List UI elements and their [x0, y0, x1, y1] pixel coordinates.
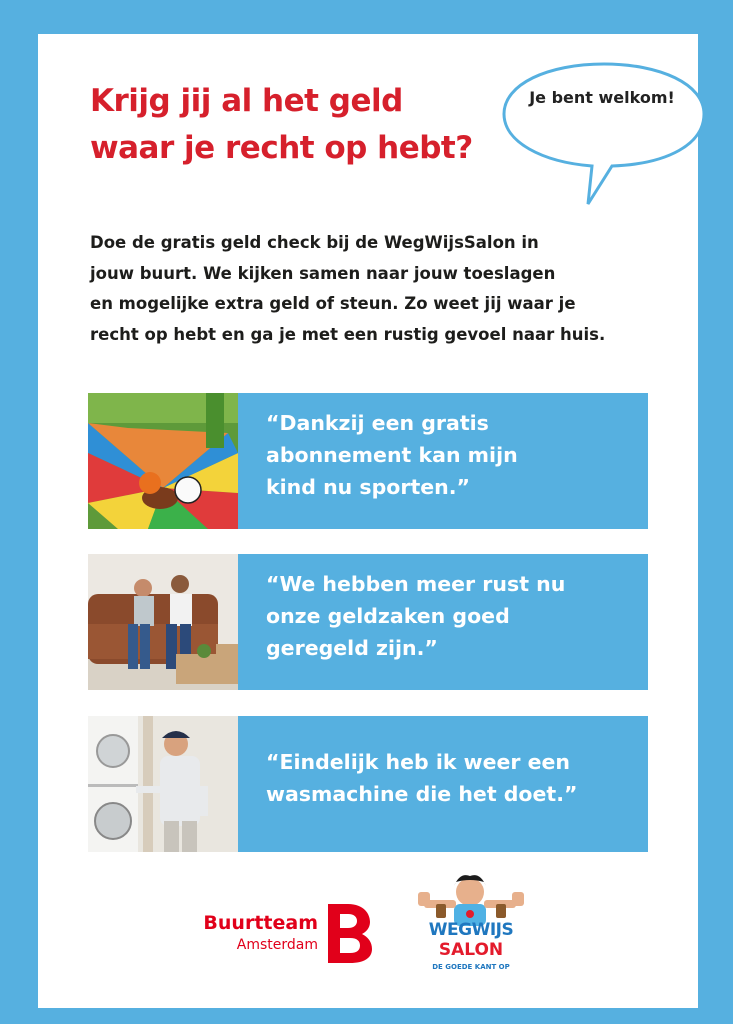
quote-line: geregeld zijn.”	[266, 636, 438, 660]
testimonial-quote	[266, 746, 636, 810]
speech-bubble-text: Je bent welkom!	[529, 88, 675, 107]
testimonial-quote	[266, 568, 636, 664]
testimonial-row	[88, 716, 648, 852]
headline-line-2: waar je recht op hebt?	[90, 130, 473, 166]
intro-text	[90, 228, 650, 350]
buurtteam-city: Amsterdam	[236, 937, 318, 953]
quote-line: onze geldzaken goed	[266, 604, 510, 628]
intro-line: jouw buurt. We kijken samen naar jouw toeslagen	[90, 263, 556, 283]
testimonial-row	[88, 393, 648, 529]
quote-box	[238, 554, 648, 690]
wegwijs-tagline: DE GOEDE KANT OP	[432, 963, 510, 971]
quote-box	[238, 716, 648, 852]
quote-line: “Dankzij een gratis	[266, 411, 489, 435]
headline-line-1: Krijg jij al het geld	[90, 83, 403, 119]
quote-box	[238, 393, 648, 529]
quote-line: wasmachine die het doet.”	[266, 782, 578, 806]
quote-line: “Eindelijk heb ik weer een	[266, 750, 571, 774]
buurtteam-name: Buurtteam	[203, 912, 318, 934]
man-at-washing-machine-photo	[88, 716, 238, 852]
intro-line: en mogelijke extra geld of steun. Zo weet jij waar je	[90, 294, 576, 313]
intro-line: Doe de gratis geld check bij de WegWijsSalon in	[90, 233, 539, 252]
salon-word: SALON	[438, 940, 504, 960]
intro-line: recht op hebt en ga je met een rustig gevoel naar huis.	[90, 324, 606, 344]
quote-line: “We hebben meer rust nu	[266, 572, 566, 596]
testimonial-row	[88, 554, 648, 690]
testimonial-quote	[266, 407, 636, 503]
headline	[90, 78, 510, 172]
speech-bubble	[490, 54, 718, 224]
quote-line: abonnement kan mijn	[266, 443, 518, 467]
wegwijs-word: WEGWIJS	[428, 920, 514, 940]
quote-line: kind nu sporten.”	[266, 475, 471, 499]
sport-balls-parachute-photo	[88, 393, 238, 529]
couple-relaxing-on-sofa-photo	[88, 554, 238, 690]
